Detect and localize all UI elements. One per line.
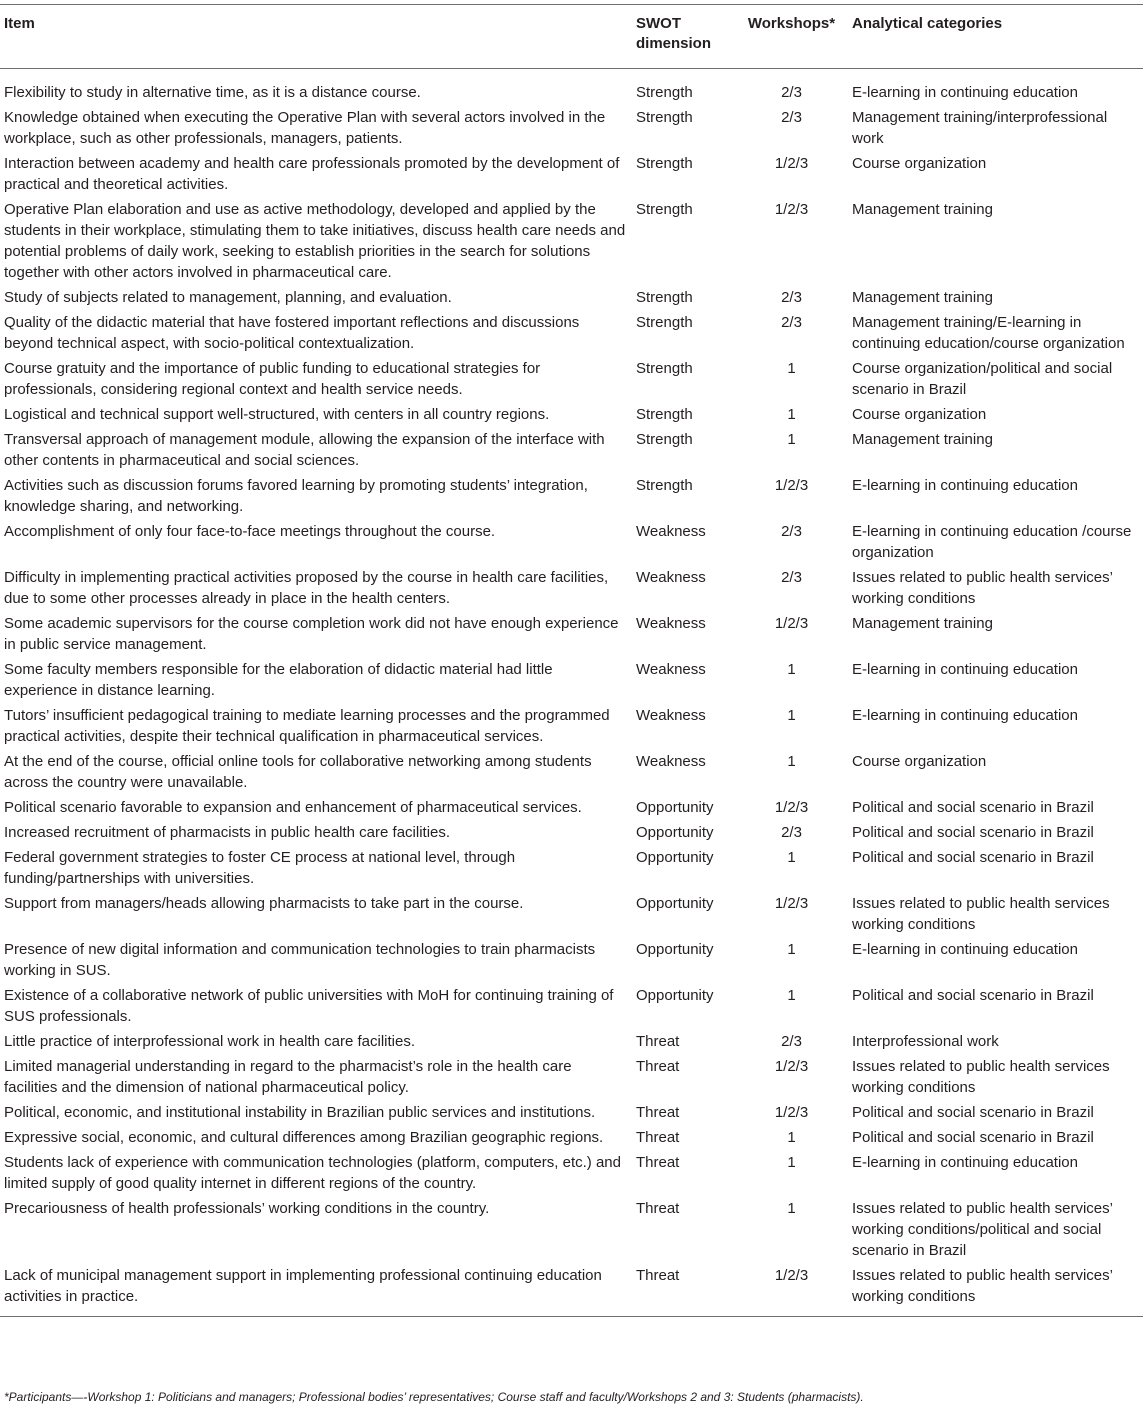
cell-swot-dimension: Strength [636,477,693,494]
table-row [0,984,1143,1030]
cell-analytical-category: Issues related to public health services’ working conditions/political and social scenario in Brazil [852,1200,1113,1259]
cell-workshops: 1 [787,1154,796,1171]
cell-swot-dimension: Opportunity [636,849,714,866]
cell-analytical-category: Political and social scenario in Brazil [852,1129,1094,1146]
cell-workshops: 1/2/3 [774,615,809,632]
table-footnote: *Participants—-Workshop 1: Politicians and managers; Professional bodies’ representatives; Course staff and faculty/Workshops 2 and 3: Students (pharmacists). [4,1390,864,1404]
cell-workshops: 1/2/3 [774,799,809,816]
cell-analytical-category: Management training/interprofessional work [852,109,1108,147]
cell-workshops: 1 [787,849,796,866]
cell-item: Tutors’ insufficient pedagogical training to mediate learning processes and the programmed practical activities, despite their technical qualification in pharmaceutical services. [4,707,610,745]
cell-analytical-category: Course organization/political and social scenario in Brazil [852,360,1113,398]
cell-item: Difficulty in implementing practical activities proposed by the course in health care facilities, due to some other processes already in place in the health centers. [4,569,609,607]
cell-item: Logistical and technical support well-structured, with centers in all country regions. [4,406,550,423]
cell-swot-dimension: Threat [632,1264,737,1317]
table-row [0,1030,1143,1055]
table-row [0,938,1143,984]
swot-table [0,4,1143,1317]
cell-swot-dimension: Weakness [636,569,706,586]
cell-workshops: 2/3 [781,523,802,540]
cell-workshops: 1/2/3 [774,201,809,218]
table-row [0,152,1143,198]
cell-analytical-category: Issues related to public health services’ working conditions [848,1264,1143,1317]
cell-swot-dimension: Threat [636,1154,680,1171]
table-header [0,5,1143,69]
table-row [0,566,1143,612]
table-row [0,428,1143,474]
table-body [0,69,1143,1317]
cell-swot-dimension: Strength [636,155,693,172]
cell-workshops: 1 [787,753,796,770]
cell-item: Knowledge obtained when executing the Operative Plan with several actors involved in the workplace, such as other professionals, managers, patients. [4,109,606,147]
cell-analytical-category: Political and social scenario in Brazil [852,987,1094,1004]
cell-workshops: 2/3 [781,109,802,126]
cell-analytical-category: Political and social scenario in Brazil [852,849,1094,866]
cell-workshops: 2/3 [781,314,802,331]
cell-workshops: 1/2/3 [774,155,809,172]
cell-workshops: 2/3 [781,1033,802,1050]
cell-workshops: 2/3 [781,84,802,101]
cell-analytical-category: E-learning in continuing education [852,477,1078,494]
table-row [0,69,1143,106]
cell-swot-dimension: Weakness [636,753,706,770]
cell-swot-dimension: Threat [636,1058,680,1075]
cell-analytical-category: Course organization [852,155,987,172]
cell-analytical-category: Political and social scenario in Brazil [852,824,1094,841]
cell-swot-dimension: Strength [636,84,693,101]
cell-swot-dimension: Opportunity [636,799,714,816]
cell-workshops: 1 [787,360,796,377]
cell-analytical-category: Issues related to public health services working conditions [852,1058,1110,1096]
cell-item: Existence of a collaborative network of public universities with MoH for continuing training of SUS professionals. [4,987,614,1025]
cell-swot-dimension: Threat [636,1104,680,1121]
table-row [0,286,1143,311]
cell-swot-dimension: Weakness [636,615,706,632]
table-row [0,1151,1143,1197]
cell-item: Little practice of interprofessional work in health care facilities. [4,1033,416,1050]
cell-workshops: 1/2/3 [774,477,809,494]
cell-workshops: 1 [787,941,796,958]
table-row [0,658,1143,704]
cell-swot-dimension: Opportunity [636,824,714,841]
cell-item: Federal government strategies to foster CE process at national level, through funding/partnerships with universities. [4,849,516,887]
cell-analytical-category: E-learning in continuing education [852,707,1078,724]
cell-item: Flexibility to study in alternative time, as it is a distance course. [4,84,421,101]
table-row [0,704,1143,750]
table-row [0,403,1143,428]
cell-workshops: 2/3 [781,824,802,841]
cell-analytical-category: Interprofessional work [852,1033,999,1050]
cell-item: Students lack of experience with communication technologies (platform, computers, etc.) and limited supply of good quality internet in different regions of the country. [4,1154,621,1192]
cell-workshops: 1/2/3 [774,895,809,912]
header-workshops: Workshops* [737,5,848,69]
cell-workshops: 1 [787,406,796,423]
table-row [0,796,1143,821]
cell-workshops: 1 [787,707,796,724]
cell-item: Expressive social, economic, and cultural differences among Brazilian geographic regions. [4,1129,604,1146]
cell-analytical-category: Political and social scenario in Brazil [852,799,1094,816]
cell-swot-dimension: Opportunity [636,987,714,1004]
cell-item: Accomplishment of only four face-to-face meetings throughout the course. [4,523,496,540]
table-row [0,1264,1143,1317]
cell-analytical-category: Management training [852,615,993,632]
cell-item: Lack of municipal management support in implementing professional continuing education activities in practice. [0,1264,632,1317]
cell-swot-dimension: Opportunity [636,895,714,912]
cell-item: Some academic supervisors for the course completion work did not have enough experience in public service management. [4,615,619,653]
cell-workshops: 2/3 [781,289,802,306]
cell-swot-dimension: Weakness [636,707,706,724]
table-row [0,821,1143,846]
cell-item: Precariousness of health professionals’ working conditions in the country. [4,1200,490,1217]
cell-analytical-category: Management training [852,431,993,448]
table-row [0,1126,1143,1151]
cell-swot-dimension: Strength [636,109,693,126]
cell-item: Study of subjects related to management, planning, and evaluation. [4,289,452,306]
cell-analytical-category: E-learning in continuing education /course organization [852,523,1132,561]
table-row [0,1055,1143,1101]
header-item: Item [0,5,632,69]
cell-swot-dimension: Strength [636,289,693,306]
cell-item: Political scenario favorable to expansion and enhancement of pharmaceutical services. [4,799,582,816]
cell-analytical-category: Course organization [852,753,987,770]
cell-workshops: 1 [787,987,796,1004]
table-row [0,750,1143,796]
table-row [0,1101,1143,1126]
table-row [0,1197,1143,1264]
cell-swot-dimension: Strength [636,201,693,218]
header-swot-dimension: SWOT dimension [632,5,737,69]
cell-swot-dimension: Threat [636,1033,680,1050]
cell-analytical-category: Course organization [852,406,987,423]
cell-item: Activities such as discussion forums favored learning by promoting students’ integration, knowledge sharing, and networking. [4,477,588,515]
cell-analytical-category: E-learning in continuing education [852,84,1078,101]
table-row [0,846,1143,892]
header-row [0,5,1143,69]
header-analytical-categories: Analytical categories [848,5,1143,69]
cell-workshops: 1/2/3 [774,1104,809,1121]
cell-workshops: 1 [787,1200,796,1217]
cell-workshops: 1 [787,1129,796,1146]
table-row [0,474,1143,520]
cell-swot-dimension: Strength [636,431,693,448]
cell-swot-dimension: Strength [636,360,693,377]
cell-analytical-category: E-learning in continuing education [852,1154,1078,1171]
cell-analytical-category: Issues related to public health services’ working conditions [852,569,1113,607]
cell-workshops: 1 [787,661,796,678]
cell-item: Increased recruitment of pharmacists in public health care facilities. [4,824,451,841]
cell-swot-dimension: Weakness [636,661,706,678]
cell-item: Operative Plan elaboration and use as active methodology, developed and applied by the students in their workplace, stimulating them to take initiatives, discuss health care needs and potential problems of daily work, seeking to establish priorities in the search for solutions together with other actors involved in pharmaceutical care. [4,201,626,281]
cell-swot-dimension: Opportunity [636,941,714,958]
cell-analytical-category: E-learning in continuing education [852,661,1078,678]
cell-workshops: 1/2/3 [774,1058,809,1075]
cell-workshops: 1/2/3 [737,1264,848,1317]
cell-item: Presence of new digital information and communication technologies to train pharmacists working in SUS. [4,941,596,979]
cell-item: Some faculty members responsible for the elaboration of didactic material had little experience in distance learning. [4,661,553,699]
cell-swot-dimension: Weakness [636,523,706,540]
cell-swot-dimension: Threat [636,1129,680,1146]
table-row [0,357,1143,403]
table-row [0,520,1143,566]
cell-swot-dimension: Threat [636,1200,680,1217]
cell-item: Limited managerial understanding in regard to the pharmacist’s role in the health care facilities and the dimension of national pharmaceutical policy. [4,1058,572,1096]
cell-item: Support from managers/heads allowing pharmacists to take part in the course. [4,895,524,912]
cell-swot-dimension: Strength [636,314,693,331]
cell-item: At the end of the course, official online tools for collaborative networking among students across the country were unavailable. [4,753,592,791]
cell-analytical-category: Management training/E-learning in continuing education/course organization [852,314,1125,352]
cell-swot-dimension: Strength [636,406,693,423]
table-row [0,311,1143,357]
cell-analytical-category: Management training [852,289,993,306]
table-row [0,198,1143,286]
cell-workshops: 2/3 [781,569,802,586]
cell-item: Course gratuity and the importance of public funding to educational strategies for professionals, considering regional context and health service needs. [4,360,541,398]
cell-item: Quality of the didactic material that have fostered important reflections and discussions beyond technical aspect, with socio-political contextualization. [4,314,580,352]
cell-item: Interaction between academy and health care professionals promoted by the development of practical and theoretical activities. [4,155,620,193]
table-row [0,892,1143,938]
table-row [0,106,1143,152]
cell-analytical-category: E-learning in continuing education [852,941,1078,958]
cell-analytical-category: Issues related to public health services working conditions [852,895,1110,933]
cell-item: Political, economic, and institutional instability in Brazilian public services and institutions. [4,1104,596,1121]
cell-analytical-category: Management training [852,201,993,218]
cell-workshops: 1 [787,431,796,448]
cell-item: Transversal approach of management module, allowing the expansion of the interface with other contents in pharmaceutical and social sciences. [4,431,605,469]
cell-analytical-category: Political and social scenario in Brazil [852,1104,1094,1121]
table-row [0,612,1143,658]
